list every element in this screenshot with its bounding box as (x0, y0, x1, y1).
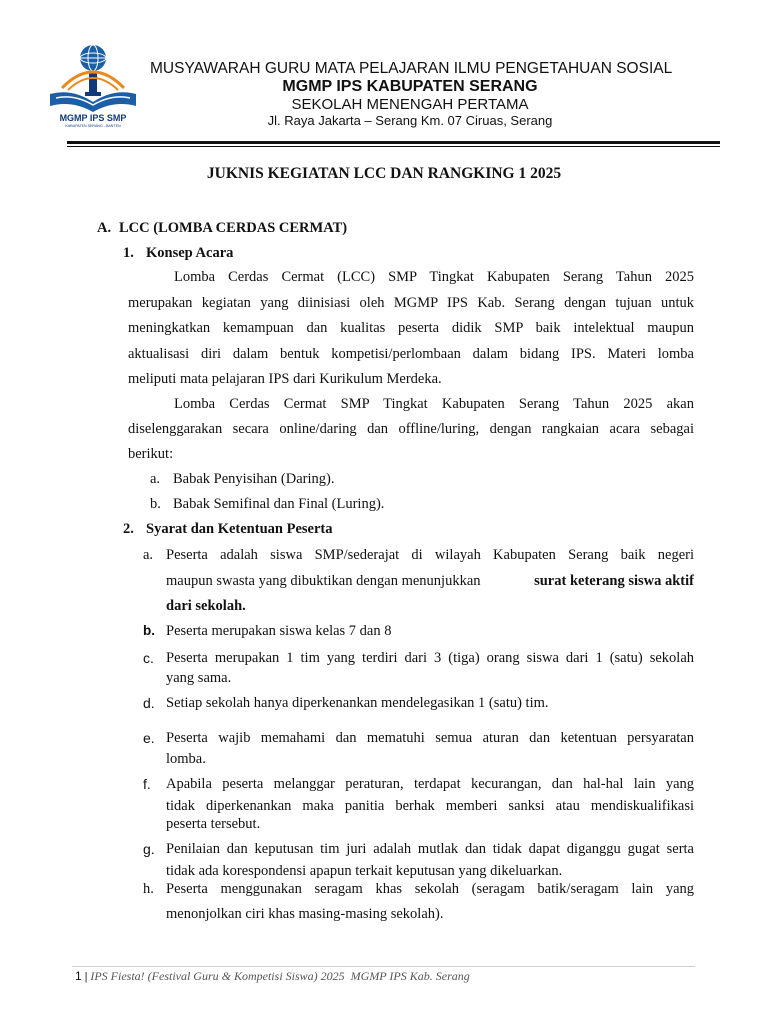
list-item-text: maupun swasta yang dibuktikan dengan menunjukkan (166, 573, 485, 589)
list-item-cont: tidak ada korespondensi apapun terkait keputusan yang dikeluarkan. (166, 863, 563, 879)
list-marker: g. (143, 841, 155, 857)
footer (75, 969, 470, 984)
svg-text:KABUPATEN SERANG - BANTEN: KABUPATEN SERANG - BANTEN (65, 124, 121, 128)
list-marker: f. (143, 776, 151, 792)
org-address: Jl. Raya Jakarta – Serang Km. 07 Ciruas, Serang (267, 113, 553, 128)
section-a-marker: A. (97, 220, 112, 236)
org-name: MUSYAWARAH GURU MATA PELAJARAN ILMU PENGETAHUAN SOSIAL (150, 60, 673, 77)
org-title: MGMP IPS KABUPATEN SERANG (282, 78, 538, 95)
list-item-cont: lomba. (166, 751, 206, 767)
list-marker: c. (143, 650, 154, 666)
list-item-cont: menonjolkan ciri khas masing-masing sekolah). (166, 906, 444, 922)
list-marker: a. (143, 547, 154, 563)
list-marker: b. (150, 496, 161, 512)
paragraph-line: meliputi mata pelajaran IPS dari Kurikulum Merdeka. (128, 371, 442, 387)
list-item-cont: peserta tersebut. (166, 816, 261, 832)
sub2-title: Syarat dan Ketentuan Peserta (146, 521, 333, 537)
list-marker: b. (143, 623, 155, 638)
list-marker: h. (143, 881, 154, 897)
mgmp-logo (44, 42, 142, 128)
paragraph-line: diselenggarakan secara online/daring dan offline/luring, dengan rangkaian acara sebagai (128, 421, 694, 437)
paragraph-line: Lomba Cerdas Cermat (LCC) SMP Tingkat Kabupaten Serang Tahun 2025 (174, 269, 694, 285)
list-item-cont: tidak diperkenankan maka panitia berhak memberi sanksi atau mendiskualifikasi (166, 798, 694, 814)
paragraph-line: aktualisasi diri dalam bentuk kompetisi/perlombaan dalam bidang IPS. Materi lomba (128, 346, 694, 362)
svg-text:MGMP IPS SMP: MGMP IPS SMP (59, 113, 127, 123)
list-item: Penilaian dan keputusan tim juri adalah mutlak dan tidak dapat diganggu gugat serta (166, 841, 694, 857)
header-divider-thin (67, 146, 720, 147)
document-title: JUKNIS KEGIATAN LCC DAN RANGKING 1 2025 (206, 165, 562, 182)
footer-separator: | (84, 969, 88, 983)
list-item-cont (166, 572, 694, 590)
footer-rule (72, 966, 695, 967)
paragraph-line: meningkatkan kemampuan dan kualitas peserta didik SMP baik intelektual maupun (128, 320, 694, 336)
list-item: Peserta wajib memahami dan mematuhi semua aturan dan ketentuan persyaratan (166, 730, 694, 746)
footer-text: IPS Fiesta! (Festival Guru & Kompetisi Siswa) 2025 MGMP IPS Kab. Serang (90, 969, 470, 983)
list-item: Peserta adalah siswa SMP/sederajat di wilayah Kabupaten Serang baik negeri (166, 547, 694, 563)
list-marker: a. (150, 471, 161, 487)
header-divider-thick (67, 141, 720, 144)
list-marker: e. (143, 730, 155, 746)
sub1-title: Konsep Acara (146, 245, 234, 261)
list-marker: d. (143, 695, 155, 711)
org-level: SEKOLAH MENENGAH PERTAMA (291, 96, 529, 113)
list-item: Babak Semifinal dan Final (Luring). (173, 496, 385, 512)
paragraph-line: Lomba Cerdas Cermat SMP Tingkat Kabupaten Serang Tahun 2025 akan (174, 396, 694, 412)
list-item-emphasis: dari sekolah. (166, 598, 246, 614)
paragraph-line: berikut: (128, 446, 174, 462)
paragraph-line: merupakan kegiatan yang diinisiasi oleh MGMP IPS Kab. Serang dengan tujuan untuk (128, 295, 694, 311)
list-item: Peserta menggunakan seragam khas sekolah (seragam batik/seragam lain yang (166, 881, 694, 897)
page-number: 1 (75, 969, 82, 983)
list-item: Setiap sekolah hanya diperkenankan mendelegasikan 1 (satu) tim. (166, 695, 549, 711)
list-item-cont: yang sama. (166, 670, 232, 686)
list-item: Apabila peserta melanggar peraturan, terdapat kecurangan, dan hal-hal lain yang (166, 776, 694, 792)
list-item-emphasis: surat keterang siswa aktif (534, 573, 694, 589)
list-item: Babak Penyisihan (Daring). (173, 471, 335, 487)
section-a-title: LCC (LOMBA CERDAS CERMAT) (119, 220, 348, 236)
list-item: Peserta merupakan 1 tim yang terdiri dari 3 (tiga) orang siswa dari 1 (satu) sekolah (166, 650, 694, 666)
list-item: Peserta merupakan siswa kelas 7 dan 8 (166, 623, 392, 639)
globe-book-logo-icon (44, 42, 142, 128)
sub1-marker: 1. (123, 245, 134, 261)
sub2-marker: 2. (123, 521, 134, 537)
